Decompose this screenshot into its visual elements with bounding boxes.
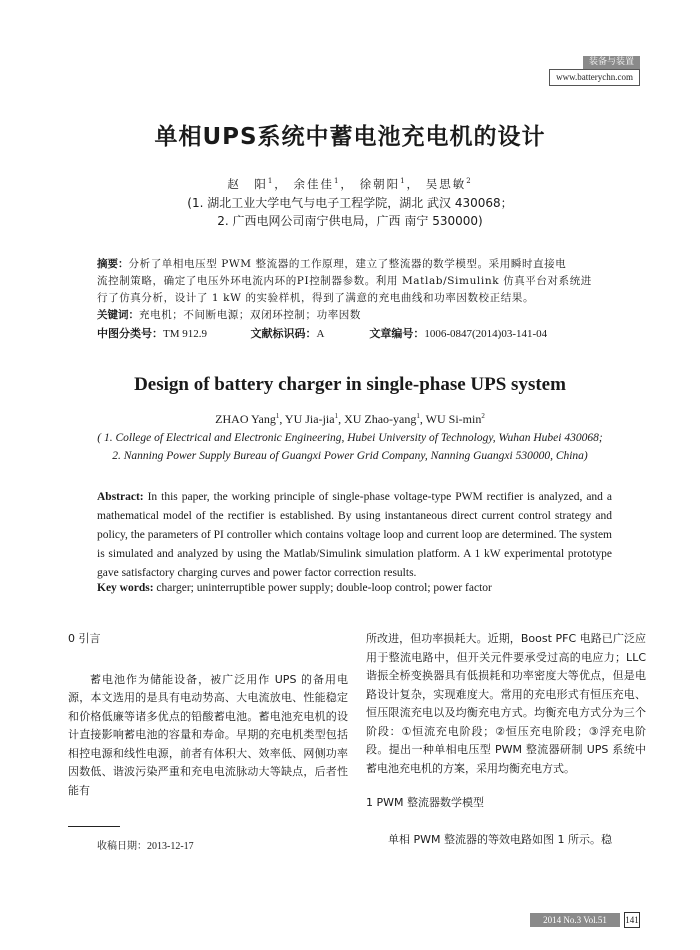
authors-cn <box>0 176 700 192</box>
author-sep: ， <box>274 177 288 191</box>
author-cn-3-sup: 1 <box>400 177 407 186</box>
author-en-4-sup: 2 <box>481 412 485 420</box>
abstract-en-label: Abstract: <box>97 491 144 503</box>
author-cn-4: 吴思敏 <box>425 177 467 191</box>
paper-title-en: Design of battery charger in single-phase UPS system <box>134 374 566 395</box>
author-en-1: ZHAO Yang <box>215 412 276 426</box>
received-date <box>97 837 194 852</box>
author-sep-en: , <box>419 412 426 426</box>
section-0-paragraph-1: 蓄电池作为储能设备，被广泛用作 UPS 的备用电源，本文选用的是具有电动势高、大电流放电、性能稳定和价格低廉等诸多优点的铅酸蓄电池。蓄电池充电机的设计直接影响蓄电池的容量和寿命。早期的充电机类型包括相控电源和线性电源，前者有体积大、效率低、网侧功率因数低、谐波污染严重和充电电流脉动大等缺点，后者性能有 <box>68 672 348 797</box>
keywords-en-text: charger; uninterruptible power supply; double-loop control; power factor <box>156 582 492 594</box>
abstract-en <box>97 488 612 583</box>
journal-issue: 2014 No.3 Vol.51 <box>530 913 620 927</box>
author-en-2-sup: 1 <box>334 412 339 420</box>
author-en-3: XU Zhao-yang <box>344 412 417 426</box>
page-number: 141 <box>624 912 640 928</box>
abstract-cn <box>97 256 612 307</box>
abstract-cn-line-1: 分析了单相电压型 PWM 整流器的工作原理，建立了整流器的数学模型。采用瞬时直接电 <box>128 258 567 270</box>
doc-code-label: 文献标识码： <box>250 327 317 340</box>
affiliation-cn-2: 2. 广西电网公司南宁供电局，广西 南宁 530000) <box>217 214 483 228</box>
author-en-1-sup: 1 <box>275 412 280 420</box>
section-tag: 装备与装置 <box>583 56 640 69</box>
author-cn-4-sup: 2 <box>466 177 473 186</box>
author-cn-1: 赵 阳 <box>227 177 268 191</box>
affiliation-en-2: 2. Nanning Power Supply Bureau of Guangxi Power Grid Company, Nanning Guangxi 530000, China) <box>112 450 588 462</box>
left-column <box>68 630 348 800</box>
abstract-cn-line-2: 流控制策略，确定了电压外环电流内环的PI控制器参数。利用 Matlab/Simulink 仿真平台对系统进 <box>97 275 592 287</box>
right-column <box>366 630 646 849</box>
abstract-en-text: In this paper, the working principle of single-phase voltage-type PWM rectifier is analyzed, and a mathematical model of the rectifier is established. By using instantaneous direct current control strategy and policy, the parameters of PI controller which contains voltage loop and current loop are determined. The system is simulated and analyzed by using the Matlab/Simulink simulation platform. A 1 kW experimental prototype gave satisfactory charging curves and power factor correction results. <box>97 491 613 579</box>
author-cn-2-sup: 1 <box>333 177 341 186</box>
author-en-2: YU Jia-jia <box>284 412 335 426</box>
keywords-cn <box>97 307 612 324</box>
author-sep-en: , <box>279 412 285 426</box>
keywords-en <box>97 582 612 594</box>
author-sep: ， <box>406 177 421 191</box>
right-column-paragraph-1: 所改进，但功率损耗大。近期，Boost PFC 电路已广泛应用于整流电路中，但开关元件要承受过高的电应力；LLC 谐振全桥变换器具有低损耗和功率密度大等优点，但是电路设计复杂，实现难度大。常用的充电形式有恒压充电、恒压限流充电以及均衡充电方式。均衡充电方式分为三个阶段：①恒流充电阶段；②恒压充电阶段；③浮充电阶段。提出一种单相电压型 PWM 整流器研制 UPS 系统中蓄电池充电机的方案，采用均衡充电方式。 <box>366 632 646 775</box>
section-1-paragraph-1: 单相 PWM 整流器的等效电路如图 1 所示。稳 <box>388 832 612 846</box>
section-1-heading: 1 PWM 整流器数学模型 <box>366 796 484 809</box>
author-cn-1-sup: 1 <box>267 177 275 186</box>
keywords-en-label: Key words: <box>97 582 154 594</box>
author-cn-2: 余佳佳 <box>293 177 334 191</box>
keywords-cn-text: 充电机；不间断电源；双闭环控制；功率因数 <box>139 309 361 321</box>
author-sep: ， <box>340 177 354 191</box>
doc-code-value: A <box>316 328 324 340</box>
paper-title-cn: 单相UPS系统中蓄电池充电机的设计 <box>154 124 546 150</box>
clc-value: TM 912.9 <box>163 328 207 340</box>
authors-en <box>0 412 700 427</box>
classification-line <box>97 325 612 343</box>
footnote-rule <box>68 826 120 827</box>
received-value: 2013-12-17 <box>147 841 194 852</box>
keywords-cn-label: 关键词： <box>97 309 139 321</box>
abstract-cn-line-3: 行了仿真分析，设计了 1 kW 的实验样机，得到了满意的充电曲线和功率因数校正结果。 <box>97 292 535 304</box>
affiliation-en-1: ( 1. College of Electrical and Electronic Engineering, Hubei University of Technology, Wuhan Hubei 430068; <box>97 432 603 444</box>
affiliation-cn-1: (1. 湖北工业大学电气与电子工程学院，湖北 武汉 430068； <box>187 196 513 210</box>
section-0-heading: 0 引言 <box>68 632 101 645</box>
article-no-label: 文章编号： <box>369 327 425 340</box>
clc-label: 中图分类号： <box>97 327 163 340</box>
website-url[interactable]: www.batterychn.com <box>549 69 640 86</box>
author-cn-3: 徐朝阳 <box>359 177 401 191</box>
received-label: 收稿日期： <box>97 841 147 852</box>
author-en-3-sup: 1 <box>416 412 420 420</box>
abstract-cn-label: 摘要： <box>97 258 129 270</box>
article-no-value: 1006-0847(2014)03-141-04 <box>424 328 548 340</box>
author-sep-en: , <box>338 412 345 426</box>
author-en-4: WU Si-min <box>425 412 482 426</box>
